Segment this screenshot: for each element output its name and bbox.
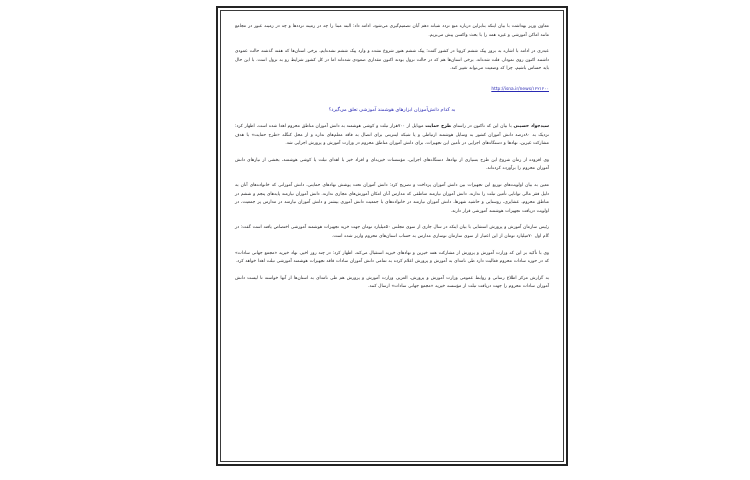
paragraph-3-text-b: موبایل از ۷۰۰هزار تبلت و کوشی هوشمند به دانش آموزان مناطق محروم اهدا شده است، اظهار کرد: نزدیک به ۸۰درصد دانش آموزان کشور به وسایل هوشمند ارتباطی و یا شبکه اینترنتی برای اتصال به فاقد معلم‌های نداره و از محل کنگله «طرح حمایت» با هدف مشارکت غیرین، نهادها و دستگاه‌های اجرایی در تأمین این تجهیزات، برای دانش آموزان مناطق محروم در وزارت آموزش و پرورش اجرایی شد. bbox=[235, 123, 549, 147]
document-page bbox=[216, 6, 568, 466]
paragraph-5: معین به بیان اولویت‌های توزیع این تجهیزات بین دانش آموزان پرداخت و تصریح کرد: دانش آموزان تحت پوشش نهادهای حمایتی، دانش آموزانی که خانواده‌های آنان به دلیل فقر مالی توانایی تأمین تبلت را ندارند. دانش آموزان نیازمند مناطقی که مدارس آنان امکان آموزش‌های مجازی ندارند. دانش آموزان نیازمند پایه‌های پنجم و ششم در مناطق محروم، عشایری، روستایی و حاشیه شهرها، دانش آموزان نیازمند در خانواده‌های با جمعیت دانش آموزی بیشتر و دانش آموزان نیازمند در مدارس پر جمعیت، در اولویت دریافت تجهیزات هوشمند آموزشی قرار دارند. bbox=[235, 182, 549, 214]
paragraph-7: وی با تأکید بر این که وزارت آموزش و پرورش از مشارکت همه خیرین و نهادهای خیریه استقبال می‌کند، اظهار کرد: در چند روز اخیر، نهاد خیریه «مجمع جهانی سادات» که در حوزه سادات محروم فعالیت دارد طی نامه‌ای به آموزش و پرورش اعلام کرده به تمامی دانش آموزان سادات فاقد تجهیزات هوشمند آموزشی تبلت اهدا خواهد کرد. bbox=[235, 250, 549, 265]
speaker-name-bold: سیدجواد حسینی bbox=[513, 123, 549, 129]
paragraph-2: عبدری در ادامه با اشاره به بروز پیک ششم کرونا در کشور گفت: پیک ششم هنوز شروع نشده و وارد پیک ششم نشده‌ایم، برخی استان‌ها که هفته گذشته حالت عمودی داشتند اکنون روی نمودار، فلت شده‌اند. برخی استان‌ها هم که در حالت نزول بودند اکنون مقداری صعودی شده‌اند اما در کل کشور شرایط رو به نزول است. با این حال باید حساس باشیم، چرا که وضعیت می‌تواند تغییر کند. bbox=[235, 49, 549, 72]
paragraph-3 bbox=[235, 123, 549, 149]
spacer-before-heading bbox=[235, 94, 549, 106]
spacer-after-heading bbox=[235, 115, 549, 123]
paragraph-4: وی افزوده از زمان شروع این طرح بسیاری از نهادها، دستگاه‌های اجرایی، مؤسسات خیریه‌ای و افراد خیر با اهدای تبلت یا کوشی هوشمند، بخشی از نیازهای دانش آموزان محروم را برآورده کرده‌اند. bbox=[235, 157, 549, 172]
paragraph-8: به گزارش مرکز اطلاع رسانی و روابط عمومی وزارت آموزش و پرورش، العزیز، وزارت آموزش و پرورش هم طی نامه‌ای به استان‌ها از آنها خواسته تا لیست دانش آموزان سادات محروم را جهت دریافت تبلت از مؤسسه خیریه «مجمع جهانی سادات» ارسال کنند. bbox=[235, 275, 549, 290]
section-heading: به کدام دانش‌آموزان ابزارهای هوشمند آموزشی تعلق می‌گیرد؟ bbox=[328, 106, 456, 113]
program-name-bold: طرح حمایت bbox=[425, 123, 452, 129]
paragraph-6: رئیس سازمان آموزش و پرورش استثنایی با بیان اینکه در سال جاری از سوی مجلس ۵۰میلیارد تومان جهت خرید تجهیزات هوشمند آموزشی اختصاص یافته است گفت: در گام اول ۷۰میلیارد تومان از این اعتبار از سوی سازمان نوسازی مدارس به حساب استان‌های محروم واریز شده است. bbox=[235, 225, 549, 239]
paragraph-3-text-a: با بیان این که تاکنون در راستای bbox=[451, 123, 514, 129]
paragraph-1: معاون وزیر بهداشت با بیان اینکه بنابراین درباره منع تردد شبانه دهم آبان تصمیم‌گیری می‌شود، ادامه داد: البته مبنا را چه در زمینه تردد‌ها و چه در زمینه عبور در مجامع مانند اماکن آموزشی و غیره همه را با بحث واکسن پیش می‌بریم. bbox=[235, 24, 549, 38]
document-page-inner-border bbox=[220, 10, 564, 462]
source-link[interactable]: http://isna.ir/news/۱۲۲۱۲۰۰ bbox=[491, 86, 549, 92]
document-content bbox=[221, 11, 563, 461]
source-link-line bbox=[235, 86, 549, 94]
